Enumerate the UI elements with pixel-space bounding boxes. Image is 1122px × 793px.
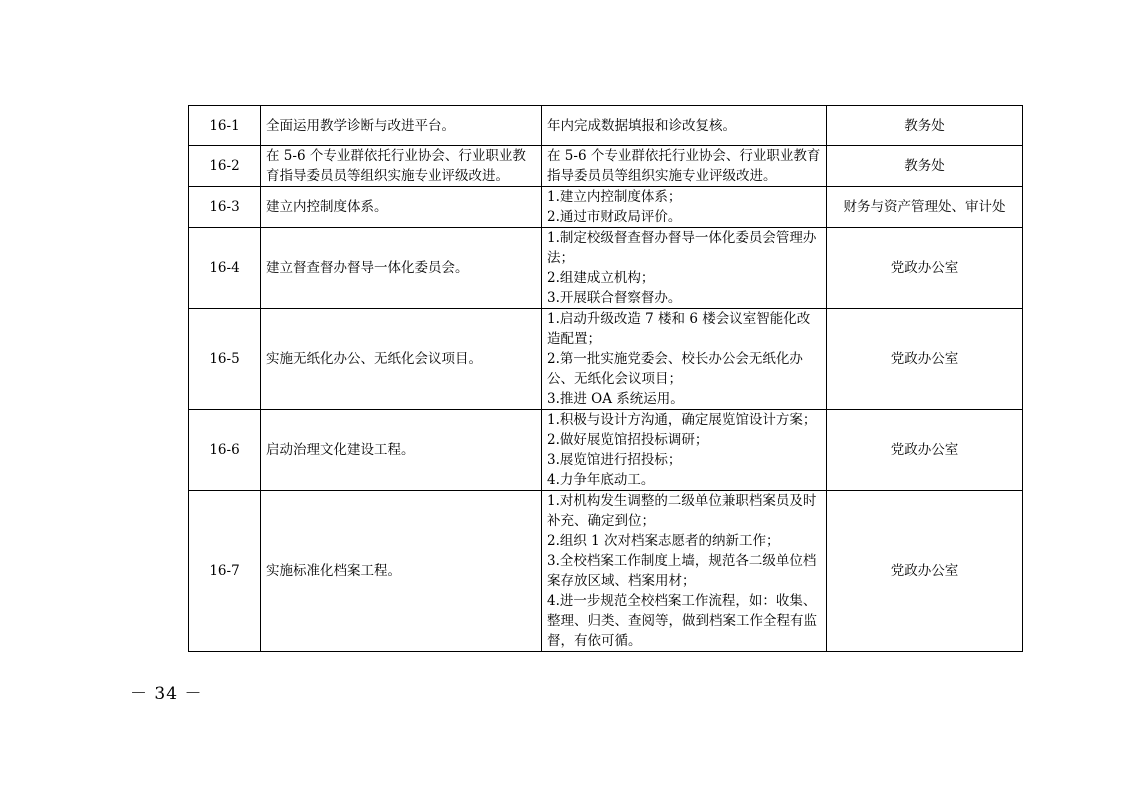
task-description: 建立内控制度体系。: [261, 187, 542, 228]
table-row: [189, 146, 1023, 187]
row-number: 16-1: [189, 106, 261, 146]
row-number: 16-3: [189, 187, 261, 228]
task-targets: [542, 228, 827, 309]
row-number: 16-2: [189, 146, 261, 187]
target-item: 4.进一步规范全校档案工作流程，如：收集、整理、归类、查阅等，做到档案工作全程有监督，有依可循。: [547, 593, 817, 649]
target-item: 年内完成数据填报和诊改复核。: [547, 117, 736, 134]
table-row: [189, 309, 1023, 410]
page-number: － 34 －: [130, 684, 203, 704]
row-number: 16-6: [189, 410, 261, 491]
target-item: 3.全校档案工作制度上墙，规范各二级单位档案存放区域、档案用材；: [547, 553, 817, 589]
task-description: 建立督查督办督导一体化委员会。: [261, 228, 542, 309]
task-targets: [542, 187, 827, 228]
task-targets: [542, 309, 827, 410]
task-targets: [542, 146, 827, 187]
target-item: 3.推进 OA 系统运用。: [547, 391, 684, 407]
target-item: 1.制定校级督查督办督导一体化委员会管理办法；: [547, 230, 817, 266]
target-item: 2.组织 1 次对档案志愿者的纳新工作；: [547, 533, 780, 549]
responsible-unit: 党政办公室: [827, 410, 1023, 491]
responsible-unit: 党政办公室: [827, 491, 1023, 652]
target-item: 3.开展联合督察督办。: [547, 290, 682, 306]
task-targets: [542, 410, 827, 491]
task-targets: [542, 106, 827, 146]
task-table: [188, 105, 1023, 652]
table-row: [189, 228, 1023, 309]
row-number: 16-7: [189, 491, 261, 652]
responsible-unit: 党政办公室: [827, 309, 1023, 410]
table-row: [189, 410, 1023, 491]
target-item: 1.对机构发生调整的二级单位兼职档案员及时补充、确定到位；: [547, 493, 817, 529]
task-description: 实施标准化档案工程。: [261, 491, 542, 652]
responsible-unit: 教务处: [827, 106, 1023, 146]
target-item: 2.通过市财政局评价。: [547, 209, 682, 225]
task-description: 实施无纸化办公、无纸化会议项目。: [261, 309, 542, 410]
responsible-unit: 教务处: [827, 146, 1023, 187]
target-item: 3.展览馆进行招投标；: [547, 452, 682, 468]
target-item: 4.力争年底动工。: [547, 472, 655, 488]
row-number: 16-5: [189, 309, 261, 410]
target-item: 2.第一批实施党委会、校长办公会无纸化办公、无纸化会议项目；: [547, 351, 803, 387]
target-item: 2.组建成立机构；: [547, 270, 655, 286]
table-row: [189, 491, 1023, 652]
task-targets: [542, 491, 827, 652]
table-row: [189, 106, 1023, 146]
table-row: [189, 187, 1023, 228]
responsible-unit: 财务与资产管理处、审计处: [827, 187, 1023, 228]
task-description: 全面运用教学诊断与改进平台。: [261, 106, 542, 146]
target-item: 1.启动升级改造 7 楼和 6 楼会议室智能化改造配置；: [547, 311, 811, 347]
task-description: 在 5-6 个专业群依托行业协会、行业职业教育指导委员员等组织实施专业评级改进。: [261, 146, 542, 187]
target-item: 1.建立内控制度体系；: [547, 189, 682, 205]
target-item: 1.积极与设计方沟通，确定展览馆设计方案；: [547, 412, 817, 428]
task-description: 启动治理文化建设工程。: [261, 410, 542, 491]
row-number: 16-4: [189, 228, 261, 309]
target-item: 2.做好展览馆招投标调研；: [547, 432, 709, 448]
target-item: 在 5-6 个专业群依托行业协会、行业职业教育指导委员员等组织实施专业评级改进。: [547, 148, 821, 184]
responsible-unit: 党政办公室: [827, 228, 1023, 309]
